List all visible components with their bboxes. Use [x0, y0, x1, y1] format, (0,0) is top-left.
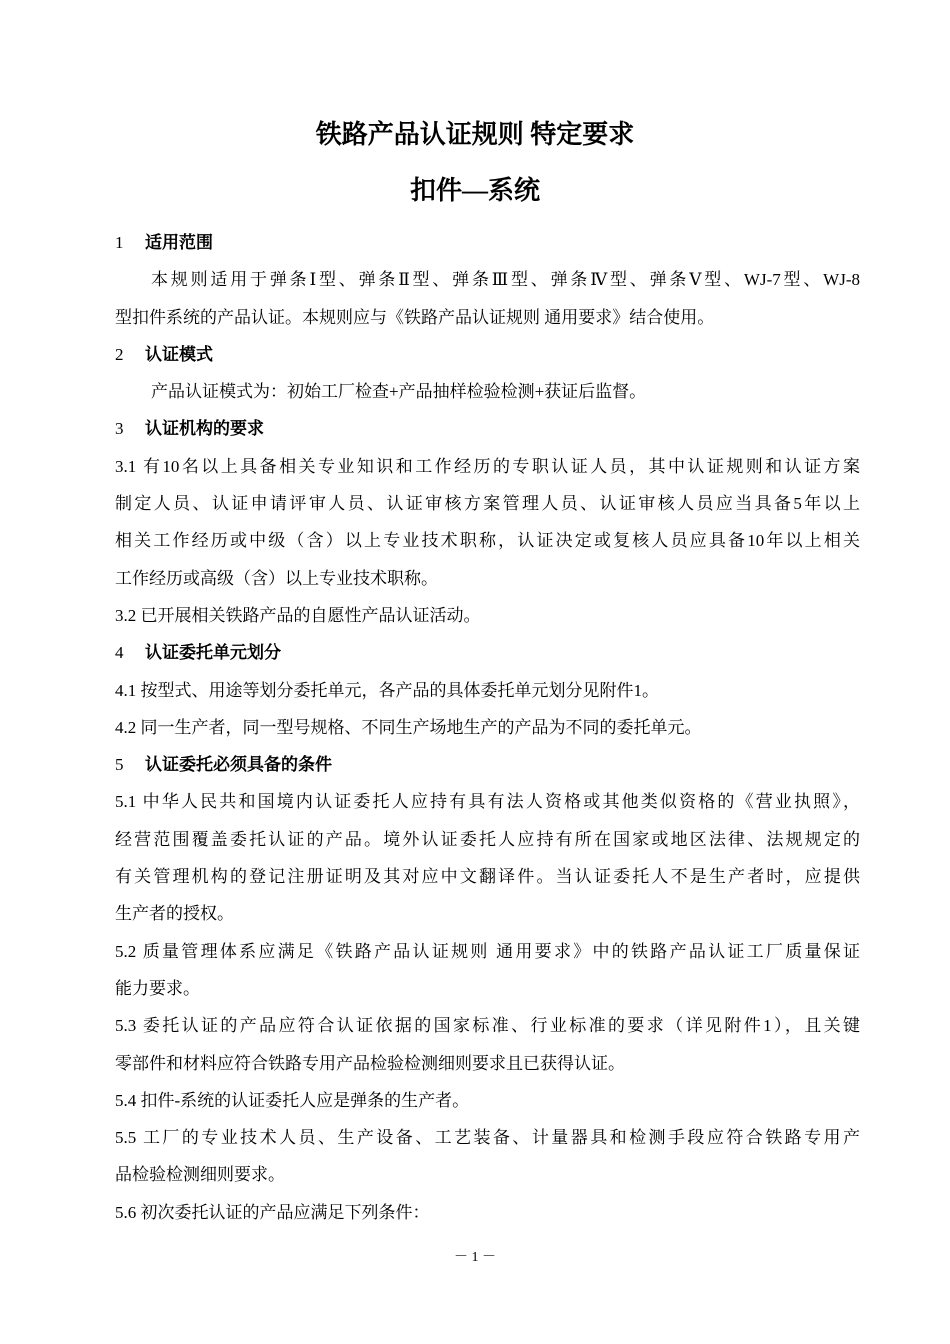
paragraph-line: 品检验检测细则要求。 [115, 1165, 285, 1185]
paragraph-line: 能力要求。 [115, 978, 200, 998]
section-heading [115, 746, 860, 783]
paragraph-line: 本规则适用于弹条Ⅰ型、弹条Ⅱ型、弹条Ⅲ型、弹条Ⅳ型、弹条Ⅴ型、WJ-7型、WJ-8 [151, 270, 860, 290]
paragraph-line: 5.3 委托认证的产品应符合认证依据的国家标准、行业标准的要求（详见附件1），且关键 [115, 1016, 860, 1036]
section-heading-text: 认证机构的要求 [145, 419, 264, 439]
section-number: 1 [115, 233, 124, 252]
paragraph-line: 5.1 中华人民共和国境内认证委托人应持有具有法人资格或其他类似资格的《营业执照》， [115, 792, 860, 812]
paragraph-line: 5.6 初次委托认证的产品应满足下列条件： [115, 1202, 430, 1222]
paragraph-line: 相关工作经历或中级（含）以上专业技术职称，认证决定或复核人员应具备10年以上相关 [115, 531, 860, 551]
paragraph-line: 工作经历或高级（含）以上专业技术职称。 [115, 568, 438, 588]
section-number: 5 [115, 755, 124, 775]
paragraph-line: 5.4 扣件-系统的认证委托人应是弹条的生产者。 [115, 1090, 470, 1110]
page-number: － 1 － [454, 1250, 496, 1265]
paragraph-line: 制定人员、认证申请评审人员、认证审核方案管理人员、认证审核人员应当具备5年以上 [115, 494, 860, 514]
paragraph-line: 4.2 同一生产者，同一型号规格、不同生产场地生产的产品为不同的委托单元。 [115, 717, 702, 737]
section-heading [115, 336, 860, 373]
paragraph-line: 3.1 有10名以上具备相关专业知识和工作经历的专职认证人员，其中认证规则和认证方案 [115, 456, 860, 476]
section-number: 3 [115, 419, 124, 439]
document-subtitle: 扣件—系统 [409, 176, 540, 205]
paragraph-line: 3.2 已开展相关铁路产品的自愿性产品认证活动。 [115, 605, 481, 625]
section-number: 4 [115, 643, 124, 663]
section-heading-text: 认证模式 [145, 344, 213, 364]
paragraph-line: 4.1 按型式、用途等划分委托单元，各产品的具体委托单元划分见附件1。 [115, 680, 659, 700]
paragraph-line: 5.5 工厂的专业技术人员、生产设备、工艺装备、计量器具和检测手段应符合铁路专用产 [115, 1128, 860, 1148]
paragraph-line: 有关管理机构的登记注册证明及其对应中文翻译件。当认证委托人不是生产者时，应提供 [115, 867, 860, 887]
paragraph-line: 生产者的授权。 [115, 904, 234, 924]
section-heading-text: 适用范围 [145, 233, 213, 252]
section-heading [115, 634, 860, 671]
paragraph-line: 型扣件系统的产品认证。本规则应与《铁路产品认证规则 通用要求》结合使用。 [115, 307, 715, 327]
section-heading [115, 224, 860, 261]
section-heading-text: 认证委托必须具备的条件 [145, 755, 332, 775]
paragraph-line: 经营范围覆盖委托认证的产品。境外认证委托人应持有所在国家或地区法律、法规规定的 [115, 829, 860, 849]
paragraph-line: 产品认证模式为：初始工厂检查+产品抽样检验检测+获证后监督。 [151, 382, 647, 402]
paragraph-line: 零部件和材料应符合铁路专用产品检验检测细则要求且已获得认证。 [115, 1053, 625, 1073]
section-heading [115, 410, 860, 447]
section-number: 2 [115, 344, 124, 364]
section-heading-text: 认证委托单元划分 [145, 643, 281, 663]
document-title: 铁路产品认证规则 特定要求 [315, 120, 635, 149]
document-body [115, 224, 860, 1231]
paragraph-line: 5.2 质量管理体系应满足《铁路产品认证规则 通用要求》中的铁路产品认证工厂质量保证 [115, 941, 860, 961]
